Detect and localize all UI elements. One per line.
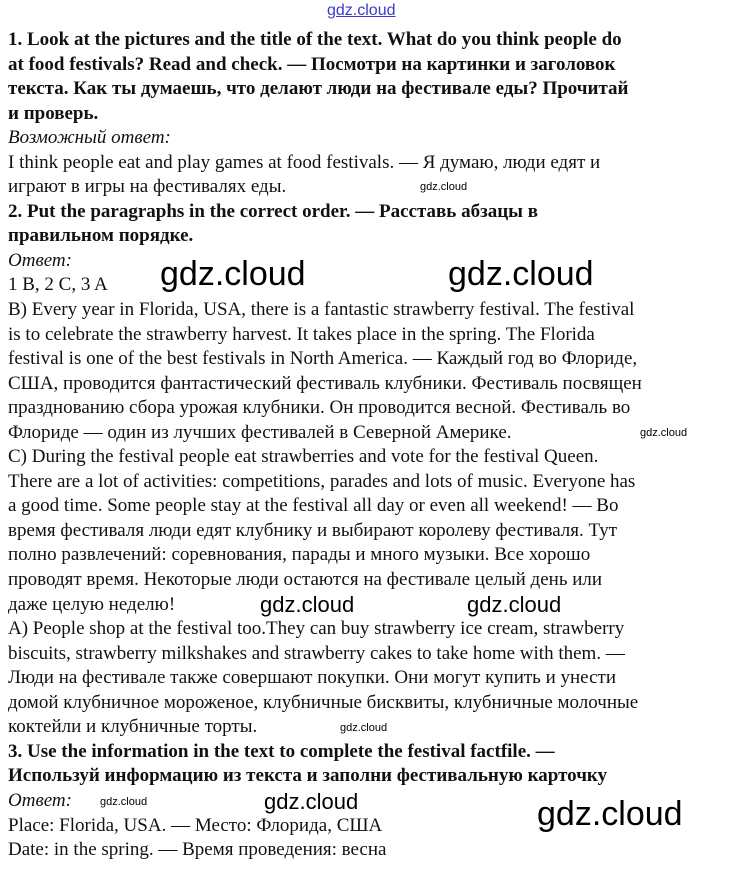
task-1-heading: текста. Как ты думаешь, что делают люди на фестивале еды? Прочитай [8, 78, 629, 100]
answer-label: Возможный ответ: [8, 127, 171, 149]
task-2-heading: 2. Put the paragraphs in the correct order. — Расставь абзацы в [8, 200, 539, 222]
watermark: gdz.cloud [467, 592, 562, 617]
watermark: gdz.cloud [100, 796, 148, 808]
paragraph-a: Люди на фестивале также совершают покупки. Они могут купить и унести [8, 667, 616, 689]
paragraph-c: There are a lot of activities: competitions, parades and lots of music. Everyone has [8, 470, 636, 492]
paragraph-a: biscuits, strawberry milkshakes and strawberry cakes to take home with them. — [8, 642, 625, 664]
watermark: gdz.cloud [640, 427, 688, 439]
paragraph-c: a good time. Some people stay at the festival all day or even all weekend! — Во [8, 495, 619, 517]
task-1-heading: at food festivals? Read and check. — Посмотри на картинки и заголовок [8, 53, 616, 75]
paragraph-b: США, проводится фантастический фестиваль клубники. Фестиваль посвящен [8, 372, 642, 394]
answer-label: Ответ: [8, 249, 72, 271]
paragraph-c: C) During the festival people eat strawberries and vote for the festival Queen. [8, 446, 599, 468]
watermark: gdz.cloud [340, 722, 388, 734]
factfile-place: Place: Florida, USA. — Место: Флорида, США [8, 814, 383, 836]
task-2-heading: правильном порядке. [8, 225, 194, 247]
task-1-heading: и проверь. [8, 102, 99, 124]
paragraph-b: празднованию сбора урожая клубники. Он проводится весной. Фестиваль во [8, 397, 631, 419]
paragraph-c: даже целую неделю! [8, 593, 176, 615]
paragraph-b: is to celebrate the strawberry harvest. It takes place in the spring. The Florida [8, 323, 595, 345]
paragraph-a: A) People shop at the festival too.They can buy strawberry ice cream, strawberry [8, 618, 625, 640]
answer-text: I think people eat and play games at food festivals. — Я думаю, люди едят и [8, 151, 601, 173]
answer-text: 1 B, 2 C, 3 A [8, 274, 108, 296]
watermark: gdz.cloud [537, 795, 683, 833]
answer-label: Ответ: [8, 789, 72, 811]
paragraph-b: Флориде — один из лучших фестивалей в Северной Америке. [8, 421, 512, 443]
document-body [8, 28, 728, 863]
watermark-link[interactable]: gdz.cloud [327, 2, 396, 19]
answer-text: играют в игры на фестивалях еды. [8, 176, 287, 198]
task-3-heading: 3. Use the information in the text to complete the festival factfile. — [8, 740, 555, 762]
watermark: gdz.cloud [420, 181, 468, 193]
paragraph-c: проводят время. Некоторые люди остаются на фестивале целый день или [8, 569, 603, 591]
paragraph-c: время фестиваля люди едят клубнику и выбирают королеву фестиваля. Тут [8, 519, 617, 541]
watermark: gdz.cloud [448, 255, 594, 293]
paragraph-b: festival is one of the best festivals in North America. — Каждый год во Флориде, [8, 348, 638, 370]
factfile-date: Date: in the spring. — Время проведения: весна [8, 839, 387, 861]
task-3-heading: Используй информацию из текста и заполни фестивальную карточку [8, 765, 608, 787]
watermark: gdz.cloud [260, 592, 355, 617]
paragraph-a: домой клубничное мороженое, клубничные бисквиты, клубничные молочные [8, 691, 639, 713]
task-1-heading: 1. Look at the pictures and the title of the text. What do you think people do [8, 29, 622, 50]
paragraph-b: B) Every year in Florida, USA, there is a fantastic strawberry festival. The festival [8, 299, 635, 321]
paragraph-a: коктейли и клубничные торты. [8, 716, 258, 738]
watermark: gdz.cloud [160, 255, 306, 293]
watermark: gdz.cloud [264, 789, 359, 814]
paragraph-c: полно развлечений: соревнования, парады и много музыки. Все хорошо [8, 544, 591, 566]
